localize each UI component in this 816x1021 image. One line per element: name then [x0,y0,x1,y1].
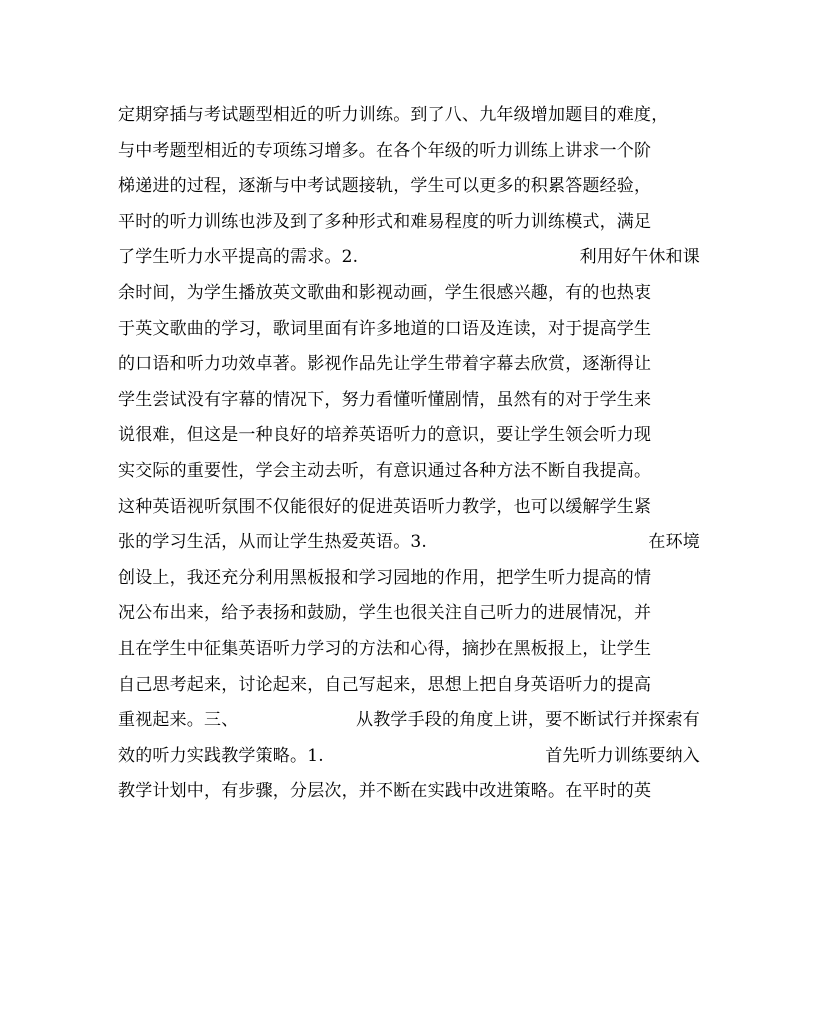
text-segment: 学生尝试没有字幕的情况下，努力看懂听懂剧情，虽然有的对于学生来 [118,389,652,410]
text-segment: 教学计划中，有步骤，分层次，并不断在实践中改进策略。在平时的英 [118,781,652,802]
text-line [118,347,700,383]
text-line [118,205,700,241]
text-line [118,98,700,134]
text-segment: 与中考题型相近的专项练习增多。在各个年级的听力训练上讲求一个阶 [118,140,652,161]
text-line [118,703,700,739]
text-segment: 从教学手段的角度上讲，要不断试行并探索有 [356,710,700,731]
text-segment: 在环境 [648,532,700,553]
body-text [118,98,700,810]
text-segment: 利用好午休和课 [579,247,700,268]
text-line [118,169,700,205]
text-line [118,276,700,312]
text-segment: 况公布出来，给予表扬和鼓励，学生也很关注自己听力的进展情况，并 [118,603,652,624]
text-line [118,525,700,561]
text-line [118,134,700,170]
text-segment: 重视起来。三、 [118,710,239,731]
text-line [118,632,700,668]
text-line [118,490,700,526]
text-line [118,561,700,597]
text-segment: 这种英语视听氛围不仅能很好的促进英语听力教学，也可以缓解学生紧 [118,496,652,517]
text-segment: 了学生听力水平提高的需求。2. [118,247,359,268]
text-segment: 说很难，但这是一种良好的培养英语听力的意识，要让学生领会听力现 [118,425,652,446]
text-segment: 定期穿插与考试题型相近的听力训练。到了八、九年级增加题目的难度， [118,105,669,125]
text-segment: 张的学习生活，从而让学生热爱英语。3. [118,532,428,553]
text-segment: 的口语和听力功效卓著。影视作品先让学生带着字幕去欣赏，逐渐得让 [118,354,652,375]
text-line [118,668,700,704]
text-line [118,240,700,276]
text-segment: 梯递进的过程，逐渐与中考试题接轨，学生可以更多的积累答题经验， [118,176,652,197]
text-line [118,312,700,348]
text-segment: 首先听力训练要纳入 [545,745,700,766]
text-segment: 且在学生中征集英语听力学习的方法和心得，摘抄在黑板报上，让学生 [118,638,652,659]
text-line [118,739,700,775]
text-line [118,774,700,810]
text-segment: 实交际的重要性，学会主动去听，有意识通过各种方法不断自我提高。 [118,460,652,481]
text-segment: 平时的听力训练也涉及到了多种形式和难易程度的听力训练模式，满足 [118,211,652,232]
text-segment: 效的听力实践教学策略。1. [118,745,324,766]
text-line [118,418,700,454]
text-line [118,383,700,419]
text-segment: 自己思考起来，讨论起来，自己写起来，思想上把自身英语听力的提高 [118,674,652,695]
text-segment: 创设上，我还充分利用黑板报和学习园地的作用，把学生听力提高的情 [118,567,652,588]
text-segment: 余时间，为学生播放英文歌曲和影视动画，学生很感兴趣，有的也热衷 [118,282,652,303]
text-line [118,454,700,490]
text-line [118,596,700,632]
text-segment: 于英文歌曲的学习，歌词里面有许多地道的口语及连读，对于提高学生 [118,318,652,339]
